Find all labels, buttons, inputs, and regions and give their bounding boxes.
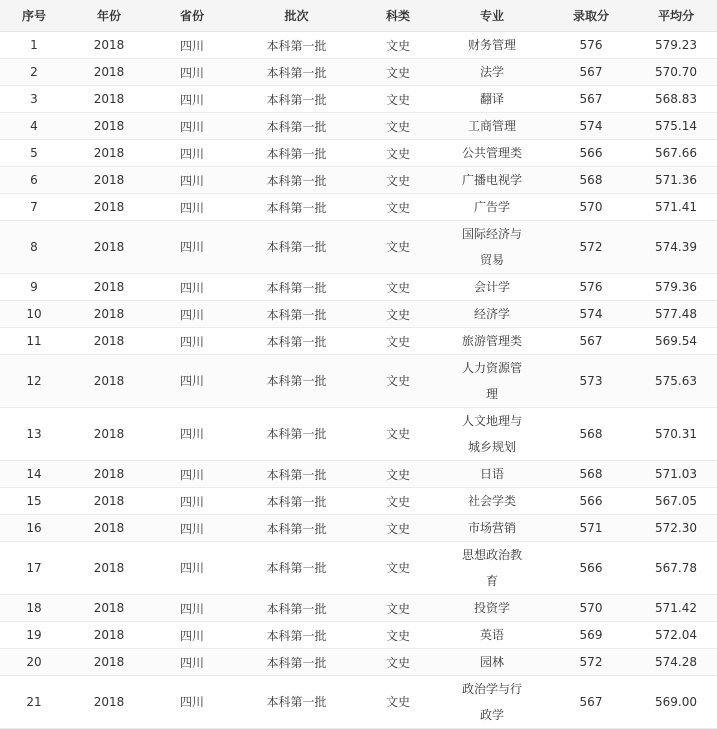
table-row <box>0 542 717 595</box>
cell-index: 21 <box>0 676 68 729</box>
cell-admission-score: 569 <box>547 622 635 649</box>
cell-year: 2018 <box>68 32 150 59</box>
table-row <box>0 32 717 59</box>
cell-index: 2 <box>0 59 68 86</box>
cell-major <box>437 167 547 194</box>
cell-major <box>437 488 547 515</box>
cell-subject-type: 文史 <box>359 328 437 355</box>
cell-year: 2018 <box>68 167 150 194</box>
major-name: 政治学与行政学 <box>461 682 522 722</box>
cell-major <box>437 301 547 328</box>
cell-subject-type: 文史 <box>359 301 437 328</box>
cell-average-score: 569.54 <box>635 328 717 355</box>
cell-subject-type: 文史 <box>359 32 437 59</box>
cell-average-score: 567.66 <box>635 140 717 167</box>
cell-year: 2018 <box>68 328 150 355</box>
cell-subject-type: 文史 <box>359 515 437 542</box>
cell-admission-score: 568 <box>547 167 635 194</box>
cell-major <box>437 221 547 274</box>
cell-admission-score: 571 <box>547 515 635 542</box>
cell-province: 四川 <box>150 194 234 221</box>
cell-index: 15 <box>0 488 68 515</box>
major-name: 法学 <box>479 65 504 79</box>
cell-province: 四川 <box>150 32 234 59</box>
cell-year: 2018 <box>68 461 150 488</box>
major-name: 市场营销 <box>467 521 516 535</box>
cell-batch: 本科第一批 <box>234 408 359 461</box>
table-row <box>0 194 717 221</box>
cell-province: 四川 <box>150 355 234 408</box>
header-major: 专业 <box>437 0 547 32</box>
cell-year: 2018 <box>68 622 150 649</box>
cell-year: 2018 <box>68 676 150 729</box>
cell-major <box>437 622 547 649</box>
cell-batch: 本科第一批 <box>234 676 359 729</box>
cell-index: 19 <box>0 622 68 649</box>
cell-year: 2018 <box>68 274 150 301</box>
cell-admission-score: 574 <box>547 113 635 140</box>
cell-major <box>437 32 547 59</box>
major-name: 英语 <box>479 628 504 642</box>
cell-major <box>437 86 547 113</box>
cell-admission-score: 566 <box>547 140 635 167</box>
cell-admission-score: 568 <box>547 461 635 488</box>
table-row <box>0 488 717 515</box>
cell-subject-type: 文史 <box>359 113 437 140</box>
cell-major <box>437 113 547 140</box>
cell-batch: 本科第一批 <box>234 113 359 140</box>
header-batch: 批次 <box>234 0 359 32</box>
cell-admission-score: 567 <box>547 676 635 729</box>
cell-subject-type: 文史 <box>359 542 437 595</box>
cell-subject-type: 文史 <box>359 221 437 274</box>
cell-average-score: 567.05 <box>635 488 717 515</box>
major-name: 国际经济与贸易 <box>461 227 522 267</box>
cell-major <box>437 408 547 461</box>
cell-batch: 本科第一批 <box>234 461 359 488</box>
cell-year: 2018 <box>68 113 150 140</box>
major-name: 会计学 <box>473 280 510 294</box>
cell-year: 2018 <box>68 408 150 461</box>
cell-batch: 本科第一批 <box>234 649 359 676</box>
cell-admission-score: 572 <box>547 649 635 676</box>
cell-province: 四川 <box>150 649 234 676</box>
cell-province: 四川 <box>150 515 234 542</box>
table-row <box>0 113 717 140</box>
cell-batch: 本科第一批 <box>234 86 359 113</box>
cell-batch: 本科第一批 <box>234 221 359 274</box>
major-name: 旅游管理类 <box>461 334 522 348</box>
cell-index: 7 <box>0 194 68 221</box>
cell-batch: 本科第一批 <box>234 595 359 622</box>
table-row <box>0 328 717 355</box>
cell-subject-type: 文史 <box>359 86 437 113</box>
cell-province: 四川 <box>150 140 234 167</box>
cell-year: 2018 <box>68 140 150 167</box>
cell-average-score: 570.31 <box>635 408 717 461</box>
cell-subject-type: 文史 <box>359 167 437 194</box>
cell-year: 2018 <box>68 595 150 622</box>
cell-province: 四川 <box>150 274 234 301</box>
cell-average-score: 574.39 <box>635 221 717 274</box>
cell-province: 四川 <box>150 542 234 595</box>
cell-admission-score: 570 <box>547 595 635 622</box>
cell-province: 四川 <box>150 408 234 461</box>
cell-average-score: 579.23 <box>635 32 717 59</box>
cell-subject-type: 文史 <box>359 461 437 488</box>
table-row <box>0 86 717 113</box>
cell-admission-score: 576 <box>547 274 635 301</box>
major-name: 社会学类 <box>467 494 516 508</box>
major-name: 公共管理类 <box>461 146 522 160</box>
major-name: 园林 <box>479 655 504 669</box>
cell-index: 10 <box>0 301 68 328</box>
major-name: 广播电视学 <box>461 173 522 187</box>
cell-batch: 本科第一批 <box>234 301 359 328</box>
cell-subject-type: 文史 <box>359 595 437 622</box>
cell-average-score: 569.00 <box>635 676 717 729</box>
cell-province: 四川 <box>150 488 234 515</box>
major-name: 财务管理 <box>467 38 516 52</box>
cell-year: 2018 <box>68 221 150 274</box>
major-name: 人文地理与城乡规划 <box>461 414 522 454</box>
table-body <box>0 32 717 729</box>
cell-year: 2018 <box>68 194 150 221</box>
cell-batch: 本科第一批 <box>234 59 359 86</box>
header-province: 省份 <box>150 0 234 32</box>
cell-index: 9 <box>0 274 68 301</box>
header-subject-type: 科类 <box>359 0 437 32</box>
table-row <box>0 622 717 649</box>
cell-year: 2018 <box>68 649 150 676</box>
cell-major <box>437 461 547 488</box>
cell-admission-score: 576 <box>547 32 635 59</box>
cell-admission-score: 568 <box>547 408 635 461</box>
cell-subject-type: 文史 <box>359 274 437 301</box>
cell-index: 20 <box>0 649 68 676</box>
cell-subject-type: 文史 <box>359 355 437 408</box>
cell-admission-score: 567 <box>547 86 635 113</box>
cell-subject-type: 文史 <box>359 676 437 729</box>
cell-province: 四川 <box>150 301 234 328</box>
cell-major <box>437 274 547 301</box>
cell-batch: 本科第一批 <box>234 542 359 595</box>
cell-average-score: 571.42 <box>635 595 717 622</box>
table-row <box>0 676 717 729</box>
cell-province: 四川 <box>150 595 234 622</box>
cell-index: 8 <box>0 221 68 274</box>
header-average-score: 平均分 <box>635 0 717 32</box>
cell-index: 13 <box>0 408 68 461</box>
cell-province: 四川 <box>150 113 234 140</box>
cell-major <box>437 676 547 729</box>
cell-subject-type: 文史 <box>359 649 437 676</box>
cell-batch: 本科第一批 <box>234 515 359 542</box>
cell-index: 14 <box>0 461 68 488</box>
cell-index: 3 <box>0 86 68 113</box>
cell-average-score: 577.48 <box>635 301 717 328</box>
cell-major <box>437 59 547 86</box>
cell-index: 4 <box>0 113 68 140</box>
cell-average-score: 574.28 <box>635 649 717 676</box>
cell-major <box>437 194 547 221</box>
cell-subject-type: 文史 <box>359 59 437 86</box>
cell-index: 12 <box>0 355 68 408</box>
cell-index: 18 <box>0 595 68 622</box>
cell-batch: 本科第一批 <box>234 194 359 221</box>
cell-admission-score: 574 <box>547 301 635 328</box>
cell-province: 四川 <box>150 86 234 113</box>
cell-average-score: 575.63 <box>635 355 717 408</box>
cell-batch: 本科第一批 <box>234 488 359 515</box>
cell-year: 2018 <box>68 355 150 408</box>
cell-subject-type: 文史 <box>359 488 437 515</box>
cell-index: 16 <box>0 515 68 542</box>
cell-average-score: 571.03 <box>635 461 717 488</box>
table-row <box>0 355 717 408</box>
cell-major <box>437 355 547 408</box>
cell-batch: 本科第一批 <box>234 32 359 59</box>
major-name: 投资学 <box>473 601 510 615</box>
major-name: 人力资源管理 <box>461 361 522 401</box>
table-row <box>0 167 717 194</box>
cell-admission-score: 573 <box>547 355 635 408</box>
header-admission-score: 录取分 <box>547 0 635 32</box>
table-row <box>0 595 717 622</box>
cell-average-score: 579.36 <box>635 274 717 301</box>
cell-year: 2018 <box>68 301 150 328</box>
cell-subject-type: 文史 <box>359 622 437 649</box>
cell-average-score: 571.36 <box>635 167 717 194</box>
cell-year: 2018 <box>68 86 150 113</box>
major-name: 工商管理 <box>467 119 516 133</box>
major-name: 日语 <box>479 467 504 481</box>
major-name: 广告学 <box>473 200 510 214</box>
table-row <box>0 461 717 488</box>
header-year: 年份 <box>68 0 150 32</box>
cell-major <box>437 328 547 355</box>
major-name: 经济学 <box>473 307 510 321</box>
cell-major <box>437 515 547 542</box>
table-row <box>0 649 717 676</box>
table-row <box>0 408 717 461</box>
cell-major <box>437 595 547 622</box>
table-row <box>0 274 717 301</box>
cell-subject-type: 文史 <box>359 408 437 461</box>
cell-major <box>437 649 547 676</box>
cell-admission-score: 567 <box>547 328 635 355</box>
cell-index: 11 <box>0 328 68 355</box>
cell-average-score: 571.41 <box>635 194 717 221</box>
cell-batch: 本科第一批 <box>234 355 359 408</box>
cell-average-score: 575.14 <box>635 113 717 140</box>
cell-batch: 本科第一批 <box>234 328 359 355</box>
table-row <box>0 301 717 328</box>
major-name: 翻译 <box>479 92 504 106</box>
cell-average-score: 572.04 <box>635 622 717 649</box>
cell-year: 2018 <box>68 515 150 542</box>
cell-admission-score: 566 <box>547 488 635 515</box>
cell-subject-type: 文史 <box>359 194 437 221</box>
cell-index: 17 <box>0 542 68 595</box>
cell-major <box>437 542 547 595</box>
cell-province: 四川 <box>150 167 234 194</box>
cell-average-score: 568.83 <box>635 86 717 113</box>
header-index: 序号 <box>0 0 68 32</box>
cell-province: 四川 <box>150 59 234 86</box>
table-row <box>0 221 717 274</box>
cell-year: 2018 <box>68 542 150 595</box>
cell-index: 1 <box>0 32 68 59</box>
cell-province: 四川 <box>150 221 234 274</box>
cell-admission-score: 566 <box>547 542 635 595</box>
cell-province: 四川 <box>150 676 234 729</box>
cell-year: 2018 <box>68 59 150 86</box>
cell-province: 四川 <box>150 622 234 649</box>
cell-average-score: 567.78 <box>635 542 717 595</box>
cell-admission-score: 567 <box>547 59 635 86</box>
cell-admission-score: 570 <box>547 194 635 221</box>
cell-admission-score: 572 <box>547 221 635 274</box>
cell-year: 2018 <box>68 488 150 515</box>
cell-subject-type: 文史 <box>359 140 437 167</box>
major-name: 思想政治教育 <box>461 548 522 588</box>
cell-average-score: 570.70 <box>635 59 717 86</box>
cell-index: 6 <box>0 167 68 194</box>
cell-batch: 本科第一批 <box>234 274 359 301</box>
cell-batch: 本科第一批 <box>234 622 359 649</box>
cell-province: 四川 <box>150 328 234 355</box>
cell-batch: 本科第一批 <box>234 167 359 194</box>
table-row <box>0 515 717 542</box>
cell-province: 四川 <box>150 461 234 488</box>
cell-index: 5 <box>0 140 68 167</box>
cell-batch: 本科第一批 <box>234 140 359 167</box>
cell-major <box>437 140 547 167</box>
table-row <box>0 59 717 86</box>
table-row <box>0 140 717 167</box>
table-header-row <box>0 0 717 32</box>
cell-average-score: 572.30 <box>635 515 717 542</box>
